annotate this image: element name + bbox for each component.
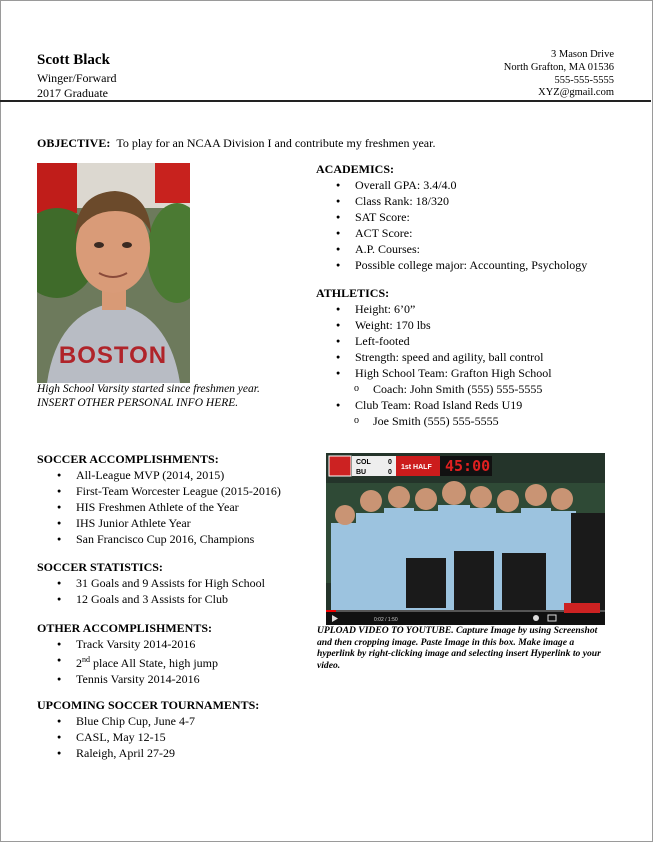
address-line2: North Grafton, MA 01536	[503, 62, 614, 73]
email: XYZ@gmail.com	[538, 87, 614, 98]
list-item: ● HIS Freshmen Athlete of the Year	[37, 499, 317, 515]
soccer-statistics-title: SOCCER STATISTICS:	[37, 560, 163, 574]
photo-caption	[37, 382, 307, 410]
soccer-statistics-section	[37, 560, 317, 607]
list-item: ● A.P. Courses:	[316, 241, 636, 257]
list-item: ● Track Varsity 2014-2016	[37, 636, 317, 652]
graduation-year: 2017 Graduate	[37, 86, 108, 100]
athletics-section	[316, 286, 636, 429]
athletics-title: ATHLETICS:	[316, 286, 390, 300]
team1-score: 0	[388, 459, 392, 466]
player-portrait-image	[37, 163, 190, 383]
list-item: ● 12 Goals and 3 Assists for Club	[37, 591, 317, 607]
player-name: Scott Black	[37, 52, 110, 68]
list-item: ● Class Rank: 18/320	[316, 193, 636, 209]
list-item: ● ACT Score:	[316, 225, 636, 241]
list-item: ● First-Team Worcester League (2015-2016)	[37, 483, 317, 499]
other-accomplishments-title: OTHER ACCOMPLISHMENTS:	[37, 621, 213, 635]
list-item: ● Club Team: Road Island Reds U19	[316, 397, 636, 413]
place-text: place All State, high jump	[90, 656, 218, 670]
list-item: ● Strength: speed and agility, ball control	[316, 349, 636, 365]
place-suffix: nd	[82, 655, 90, 664]
team2-label: BU	[356, 469, 367, 476]
team2-score: 0	[388, 469, 392, 476]
list-item: ● Possible college major: Accounting, Psychology	[316, 257, 636, 273]
channel-badge	[564, 603, 600, 613]
half-label: 1st HALF	[401, 464, 432, 471]
tournaments-title: UPCOMING SOCCER TOURNAMENTS:	[37, 698, 260, 712]
objective-text: To play for an NCAA Division I and contribute my freshmen year.	[116, 136, 436, 150]
list-item: ● Raleigh, April 27-29	[37, 745, 317, 761]
list-item: ● All-League MVP (2014, 2015)	[37, 467, 317, 483]
other-accomplishments-section	[37, 621, 317, 687]
photo-caption-line1: High School Varsity started since freshmen year.	[37, 383, 260, 395]
list-item: ● San Francisco Cup 2016, Champions	[37, 531, 317, 547]
academics-title: ACADEMICS:	[316, 162, 394, 176]
list-item	[37, 652, 317, 671]
list-item: ● 31 Goals and 9 Assists for High School	[37, 575, 317, 591]
address-line1: 3 Mason Drive	[551, 49, 614, 60]
list-item: ● Overall GPA: 3.4/4.0	[316, 177, 636, 193]
game-clock: 45:00	[445, 457, 491, 475]
player-position: Winger/Forward	[37, 71, 117, 85]
list-item: ● Tennis Varsity 2014-2016	[37, 671, 317, 687]
phone: 555-555-5555	[554, 75, 614, 86]
list-item: ● Weight: 170 lbs	[316, 317, 636, 333]
header-divider	[0, 100, 651, 102]
video-thumbnail-link[interactable]	[326, 453, 605, 625]
team1-label: COL	[356, 459, 371, 466]
video-timecode: 0:02 / 1:50	[374, 617, 398, 623]
objective-label: OBJECTIVE:	[37, 136, 111, 150]
tournaments-section	[37, 698, 317, 761]
list-item: o Joe Smith (555) 555-5555	[316, 413, 636, 429]
academics-section	[316, 162, 636, 273]
list-item: ● CASL, May 12-15	[37, 729, 317, 745]
soccer-accomplishments-section	[37, 452, 317, 547]
shirt-text: BOSTON	[58, 342, 168, 369]
soccer-accomplishments-title: SOCCER ACCOMPLISHMENTS:	[37, 452, 219, 466]
objective	[37, 136, 435, 151]
list-item: ● High School Team: Grafton High School	[316, 365, 636, 381]
player-photo	[37, 163, 190, 383]
list-item: o Coach: John Smith (555) 555-5555	[316, 381, 636, 397]
list-item: ● Height: 6’0”	[316, 301, 636, 317]
photo-caption-line2: INSERT OTHER PERSONAL INFO HERE.	[37, 397, 239, 409]
video-frame	[326, 453, 605, 625]
place-number: 2	[76, 656, 82, 670]
list-item: ● Left-footed	[316, 333, 636, 349]
settings-icon[interactable]	[533, 615, 539, 621]
list-item: ● IHS Junior Athlete Year	[37, 515, 317, 531]
list-item: ● SAT Score:	[316, 209, 636, 225]
video-caption: UPLOAD VIDEO TO YOUTUBE. Capture Image by using Screenshot and then cropping image. Paste Image in this box. Make image a hyperlink by right-clicking image and selecting insert Hyperlink to your video.	[317, 625, 601, 671]
list-item: ● Blue Chip Cup, June 4-7	[37, 713, 317, 729]
